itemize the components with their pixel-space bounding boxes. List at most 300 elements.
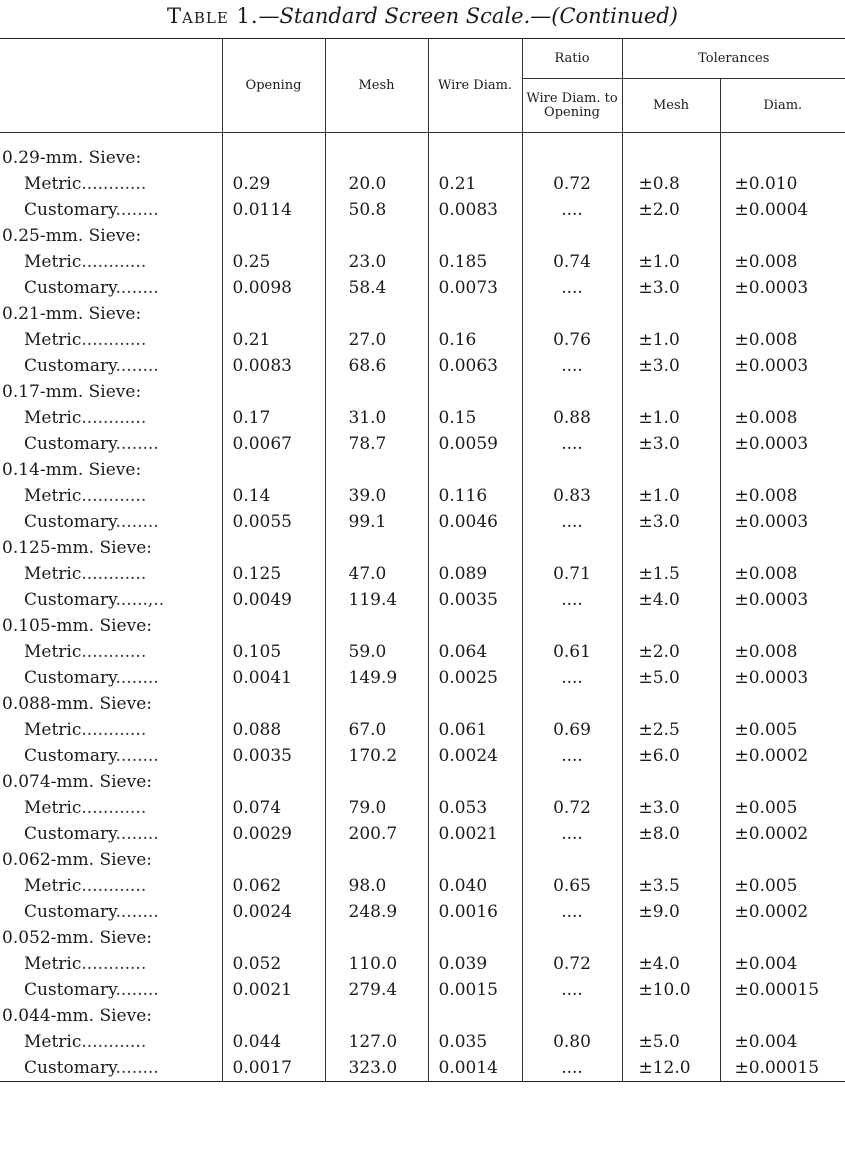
tolerance-mesh-value: ±8.0	[622, 821, 720, 847]
leader-dots: ......,..	[115, 590, 165, 610]
opening-value: 0.062	[222, 873, 325, 899]
empty-cell	[428, 925, 522, 951]
tolerance-diam-value: ±0.0002	[720, 899, 845, 925]
system-name: Customary	[24, 512, 116, 532]
opening-value: 0.14	[222, 483, 325, 509]
system-name: Customary	[24, 902, 116, 922]
empty-cell	[325, 379, 428, 405]
tolerance-diam-value: ±0.004	[720, 951, 845, 977]
sieve-heading-row	[0, 1003, 845, 1029]
customary-row-label	[0, 899, 222, 925]
empty-cell	[222, 223, 325, 249]
table-row	[0, 249, 845, 275]
opening-value: 0.105	[222, 639, 325, 665]
sieve-heading-row	[0, 769, 845, 795]
table-row	[0, 275, 845, 301]
tolerance-mesh-value: ±3.0	[622, 795, 720, 821]
mesh-value: 248.9	[325, 899, 428, 925]
ratio-value: 0.72	[522, 171, 622, 197]
wire-diam-value: 0.0016	[428, 899, 522, 925]
ratio-value: ....	[522, 509, 622, 535]
ratio-value: 0.80	[522, 1029, 622, 1055]
sieve-size-label: 0.125-mm. Sieve:	[2, 538, 152, 558]
empty-cell	[720, 847, 845, 873]
leader-dots: ........	[115, 512, 159, 532]
empty-cell	[522, 691, 622, 717]
mesh-value: 200.7	[325, 821, 428, 847]
ratio-value: 0.76	[522, 327, 622, 353]
ratio-value: ....	[522, 977, 622, 1003]
wire-diam-value: 0.089	[428, 561, 522, 587]
customary-row-label	[0, 1055, 222, 1082]
sieve-size-label: 0.25-mm. Sieve:	[2, 226, 142, 246]
empty-cell	[720, 613, 845, 639]
leader-dots: ........	[115, 668, 159, 688]
empty-cell	[428, 613, 522, 639]
ratio-value: ....	[522, 353, 622, 379]
table-row	[0, 743, 845, 769]
customary-row-label	[0, 197, 222, 223]
leader-dots: ........	[115, 278, 159, 298]
mesh-value: 170.2	[325, 743, 428, 769]
tolerance-diam-value: ±0.004	[720, 1029, 845, 1055]
tolerance-diam-value: ±0.008	[720, 327, 845, 353]
system-name: Customary	[24, 278, 116, 298]
ratio-value: ....	[522, 743, 622, 769]
system-name: Metric	[24, 564, 82, 584]
system-name: Metric	[24, 954, 82, 974]
system-name: Metric	[24, 486, 82, 506]
spacer-row	[0, 133, 845, 146]
ratio-value: 0.74	[522, 249, 622, 275]
ratio-value: 0.61	[522, 639, 622, 665]
mesh-value: 47.0	[325, 561, 428, 587]
table-row	[0, 431, 845, 457]
ratio-value: 0.88	[522, 405, 622, 431]
empty-cell	[428, 457, 522, 483]
leader-dots: ........	[115, 356, 159, 376]
sieve-heading-row	[0, 691, 845, 717]
table-row	[0, 795, 845, 821]
tolerance-diam-value: ±0.005	[720, 795, 845, 821]
table-name: Standard Screen Scale.	[279, 4, 531, 28]
empty-cell	[325, 847, 428, 873]
mesh-value: 119.4	[325, 587, 428, 613]
sieve-size-label: 0.052-mm. Sieve:	[2, 928, 152, 948]
tolerance-diam-value: ±0.0002	[720, 821, 845, 847]
wire-diam-value: 0.15	[428, 405, 522, 431]
tolerance-mesh-value: ±1.5	[622, 561, 720, 587]
tolerance-diam-value: ±0.0003	[720, 587, 845, 613]
system-name: Customary	[24, 434, 116, 454]
wire-diam-value: 0.0059	[428, 431, 522, 457]
tolerance-diam-value: ±0.008	[720, 405, 845, 431]
wire-diam-value: 0.116	[428, 483, 522, 509]
tolerance-diam-value: ±0.0002	[720, 743, 845, 769]
ratio-value: 0.65	[522, 873, 622, 899]
empty-cell	[428, 301, 522, 327]
empty-cell	[222, 769, 325, 795]
empty-cell	[222, 925, 325, 951]
opening-value: 0.0049	[222, 587, 325, 613]
empty-cell	[325, 691, 428, 717]
metric-row-label	[0, 795, 222, 821]
opening-value: 0.0098	[222, 275, 325, 301]
metric-row-label	[0, 717, 222, 743]
tolerance-mesh-value: ±6.0	[622, 743, 720, 769]
customary-row-label	[0, 431, 222, 457]
empty-cell	[428, 145, 522, 171]
sieve-heading-row	[0, 457, 845, 483]
mesh-value: 323.0	[325, 1055, 428, 1082]
empty-cell	[222, 1003, 325, 1029]
tolerance-diam-value: ±0.0003	[720, 509, 845, 535]
empty-cell	[522, 301, 622, 327]
mesh-value: 79.0	[325, 795, 428, 821]
mesh-value: 27.0	[325, 327, 428, 353]
leader-dots: ............	[81, 486, 147, 506]
ratio-value: ....	[522, 431, 622, 457]
empty-cell	[522, 925, 622, 951]
tolerance-mesh-value: ±1.0	[622, 483, 720, 509]
sieve-size-label: 0.21-mm. Sieve:	[2, 304, 142, 324]
empty-cell	[522, 223, 622, 249]
system-name: Customary	[24, 590, 116, 610]
leader-dots: ........	[115, 434, 159, 454]
opening-value: 0.17	[222, 405, 325, 431]
spacer-cell	[325, 133, 428, 146]
leader-dots: ........	[115, 980, 159, 1000]
empty-cell	[222, 379, 325, 405]
header-ratio: Ratio	[522, 39, 622, 79]
empty-cell	[720, 925, 845, 951]
table-row	[0, 405, 845, 431]
tolerance-diam-value: ±0.0003	[720, 353, 845, 379]
system-name: Metric	[24, 330, 82, 350]
table-title	[0, 4, 845, 28]
metric-row-label	[0, 561, 222, 587]
empty-cell	[428, 1003, 522, 1029]
empty-cell	[222, 145, 325, 171]
empty-cell	[622, 847, 720, 873]
empty-cell	[325, 925, 428, 951]
empty-cell	[325, 1003, 428, 1029]
tolerance-diam-value: ±0.010	[720, 171, 845, 197]
opening-value: 0.125	[222, 561, 325, 587]
table-row	[0, 899, 845, 925]
metric-row-label	[0, 171, 222, 197]
customary-row-label	[0, 353, 222, 379]
empty-cell	[428, 769, 522, 795]
leader-dots: ............	[81, 174, 147, 194]
empty-cell	[522, 847, 622, 873]
sieve-heading-row	[0, 925, 845, 951]
continued-note: —(Continued)	[530, 4, 678, 28]
empty-cell	[522, 457, 622, 483]
empty-cell	[325, 769, 428, 795]
empty-cell	[720, 457, 845, 483]
empty-cell	[522, 379, 622, 405]
leader-dots: ............	[81, 876, 147, 896]
tolerance-mesh-value: ±9.0	[622, 899, 720, 925]
table-row	[0, 509, 845, 535]
empty-cell	[325, 301, 428, 327]
empty-cell	[720, 379, 845, 405]
wire-diam-value: 0.0083	[428, 197, 522, 223]
system-name: Customary	[24, 668, 116, 688]
opening-value: 0.29	[222, 171, 325, 197]
header-ratio-sub: Wire Diam. to Opening	[522, 79, 622, 133]
empty-cell	[720, 1003, 845, 1029]
tolerance-mesh-value: ±3.0	[622, 431, 720, 457]
opening-value: 0.0017	[222, 1055, 325, 1082]
table-row	[0, 1055, 845, 1082]
system-name: Metric	[24, 1032, 82, 1052]
wire-diam-value: 0.035	[428, 1029, 522, 1055]
sieve-size-label: 0.044-mm. Sieve:	[2, 1006, 152, 1026]
system-name: Customary	[24, 746, 116, 766]
metric-row-label	[0, 249, 222, 275]
table-row	[0, 327, 845, 353]
empty-cell	[622, 1003, 720, 1029]
tolerance-mesh-value: ±2.5	[622, 717, 720, 743]
mesh-value: 149.9	[325, 665, 428, 691]
leader-dots: ............	[81, 1032, 147, 1052]
ratio-value: 0.69	[522, 717, 622, 743]
tolerance-mesh-value: ±2.0	[622, 197, 720, 223]
tolerance-diam-value: ±0.0003	[720, 431, 845, 457]
ratio-value: ....	[522, 587, 622, 613]
wire-diam-value: 0.061	[428, 717, 522, 743]
metric-row-label	[0, 639, 222, 665]
wire-diam-value: 0.0021	[428, 821, 522, 847]
wire-diam-value: 0.0073	[428, 275, 522, 301]
wire-diam-value: 0.21	[428, 171, 522, 197]
tolerance-mesh-value: ±2.0	[622, 639, 720, 665]
sieve-heading-row	[0, 847, 845, 873]
sieve-heading-row	[0, 379, 845, 405]
empty-cell	[428, 379, 522, 405]
empty-cell	[222, 847, 325, 873]
customary-row-label	[0, 509, 222, 535]
table-row	[0, 483, 845, 509]
tolerance-diam-value: ±0.005	[720, 717, 845, 743]
empty-cell	[622, 145, 720, 171]
leader-dots: ............	[81, 252, 147, 272]
table-row	[0, 951, 845, 977]
opening-value: 0.21	[222, 327, 325, 353]
table-row	[0, 639, 845, 665]
tolerance-diam-value: ±0.0003	[720, 665, 845, 691]
empty-cell	[720, 769, 845, 795]
empty-cell	[428, 691, 522, 717]
leader-dots: ........	[115, 200, 159, 220]
customary-row-label	[0, 587, 222, 613]
system-name: Metric	[24, 408, 82, 428]
ratio-value: 0.71	[522, 561, 622, 587]
spacer-cell	[522, 133, 622, 146]
standard-screen-scale-table	[0, 38, 845, 1082]
spacer-cell	[622, 133, 720, 146]
mesh-value: 98.0	[325, 873, 428, 899]
ratio-value: ....	[522, 275, 622, 301]
customary-row-label	[0, 821, 222, 847]
empty-cell	[622, 301, 720, 327]
empty-cell	[720, 223, 845, 249]
tolerance-diam-value: ±0.008	[720, 561, 845, 587]
wire-diam-value: 0.185	[428, 249, 522, 275]
wire-diam-value: 0.0025	[428, 665, 522, 691]
leader-dots: ............	[81, 642, 147, 662]
mesh-value: 67.0	[325, 717, 428, 743]
system-name: Metric	[24, 252, 82, 272]
header-tol-mesh: Mesh	[622, 79, 720, 133]
ratio-value: ....	[522, 821, 622, 847]
tolerance-mesh-value: ±0.8	[622, 171, 720, 197]
wire-diam-value: 0.040	[428, 873, 522, 899]
empty-cell	[622, 613, 720, 639]
table-number: Table 1.	[167, 4, 259, 28]
system-name: Customary	[24, 824, 116, 844]
tolerance-diam-value: ±0.00015	[720, 977, 845, 1003]
empty-cell	[222, 535, 325, 561]
sieve-size-label: 0.105-mm. Sieve:	[2, 616, 152, 636]
tolerance-mesh-value: ±3.0	[622, 509, 720, 535]
system-name: Metric	[24, 174, 82, 194]
empty-cell	[622, 769, 720, 795]
sieve-heading-row	[0, 301, 845, 327]
opening-value: 0.088	[222, 717, 325, 743]
ratio-value: 0.72	[522, 951, 622, 977]
mesh-value: 78.7	[325, 431, 428, 457]
tolerance-mesh-value: ±5.0	[622, 665, 720, 691]
empty-cell	[222, 691, 325, 717]
empty-cell	[522, 613, 622, 639]
wire-diam-value: 0.0015	[428, 977, 522, 1003]
system-name: Metric	[24, 642, 82, 662]
mesh-value: 99.1	[325, 509, 428, 535]
empty-cell	[522, 1003, 622, 1029]
tolerance-mesh-value: ±12.0	[622, 1055, 720, 1082]
wire-diam-value: 0.039	[428, 951, 522, 977]
leader-dots: ............	[81, 330, 147, 350]
empty-cell	[222, 457, 325, 483]
metric-row-label	[0, 951, 222, 977]
mesh-value: 68.6	[325, 353, 428, 379]
empty-cell	[325, 145, 428, 171]
sieve-heading-row	[0, 613, 845, 639]
empty-cell	[720, 145, 845, 171]
empty-cell	[325, 613, 428, 639]
leader-dots: ............	[81, 408, 147, 428]
leader-dots: ............	[81, 564, 147, 584]
empty-cell	[222, 301, 325, 327]
system-name: Metric	[24, 876, 82, 896]
mesh-value: 20.0	[325, 171, 428, 197]
wire-diam-value: 0.0014	[428, 1055, 522, 1082]
table-row	[0, 1029, 845, 1055]
empty-cell	[720, 691, 845, 717]
leader-dots: ........	[115, 746, 159, 766]
ratio-value: 0.83	[522, 483, 622, 509]
ratio-value: ....	[522, 899, 622, 925]
sieve-size-label: 0.074-mm. Sieve:	[2, 772, 152, 792]
wire-diam-value: 0.0046	[428, 509, 522, 535]
tolerance-mesh-value: ±1.0	[622, 249, 720, 275]
system-name: Customary	[24, 1058, 116, 1078]
empty-cell	[622, 925, 720, 951]
opening-value: 0.25	[222, 249, 325, 275]
leader-dots: ............	[81, 720, 147, 740]
opening-value: 0.0067	[222, 431, 325, 457]
mesh-value: 110.0	[325, 951, 428, 977]
opening-value: 0.0024	[222, 899, 325, 925]
table-row	[0, 353, 845, 379]
table-row	[0, 873, 845, 899]
title-dash: —	[258, 4, 280, 28]
system-name: Customary	[24, 980, 116, 1000]
table-row	[0, 717, 845, 743]
customary-row-label	[0, 977, 222, 1003]
empty-cell	[325, 223, 428, 249]
metric-row-label	[0, 405, 222, 431]
opening-value: 0.0021	[222, 977, 325, 1003]
tolerance-diam-value: ±0.008	[720, 483, 845, 509]
opening-value: 0.0083	[222, 353, 325, 379]
wire-diam-value: 0.064	[428, 639, 522, 665]
table-row	[0, 197, 845, 223]
tolerance-diam-value: ±0.0004	[720, 197, 845, 223]
spacer-cell	[720, 133, 845, 146]
table-row	[0, 587, 845, 613]
ratio-value: ....	[522, 1055, 622, 1082]
sieve-size-label: 0.14-mm. Sieve:	[2, 460, 142, 480]
ratio-value: ....	[522, 197, 622, 223]
system-name: Metric	[24, 798, 82, 818]
opening-value: 0.074	[222, 795, 325, 821]
empty-cell	[622, 223, 720, 249]
table-row	[0, 821, 845, 847]
sieve-heading-row	[0, 145, 845, 171]
tolerance-mesh-value: ±10.0	[622, 977, 720, 1003]
sieve-size-label: 0.088-mm. Sieve:	[2, 694, 152, 714]
empty-cell	[522, 769, 622, 795]
header-tolerances: Tolerances	[622, 39, 845, 79]
sieve-heading-row	[0, 535, 845, 561]
empty-cell	[222, 613, 325, 639]
metric-row-label	[0, 873, 222, 899]
mesh-value: 39.0	[325, 483, 428, 509]
spacer-cell	[0, 133, 222, 146]
sieve-size-label: 0.17-mm. Sieve:	[2, 382, 142, 402]
spacer-cell	[428, 133, 522, 146]
empty-cell	[428, 535, 522, 561]
empty-cell	[720, 535, 845, 561]
tolerance-diam-value: ±0.0003	[720, 275, 845, 301]
tolerance-mesh-value: ±4.0	[622, 951, 720, 977]
empty-cell	[622, 379, 720, 405]
empty-cell	[622, 535, 720, 561]
header-mesh: Mesh	[325, 39, 428, 133]
leader-dots: ............	[81, 954, 147, 974]
tolerance-mesh-value: ±1.0	[622, 405, 720, 431]
opening-value: 0.0055	[222, 509, 325, 535]
empty-cell	[720, 301, 845, 327]
system-name: Metric	[24, 720, 82, 740]
system-name: Customary	[24, 200, 116, 220]
header-opening: Opening	[222, 39, 325, 133]
table-row	[0, 561, 845, 587]
